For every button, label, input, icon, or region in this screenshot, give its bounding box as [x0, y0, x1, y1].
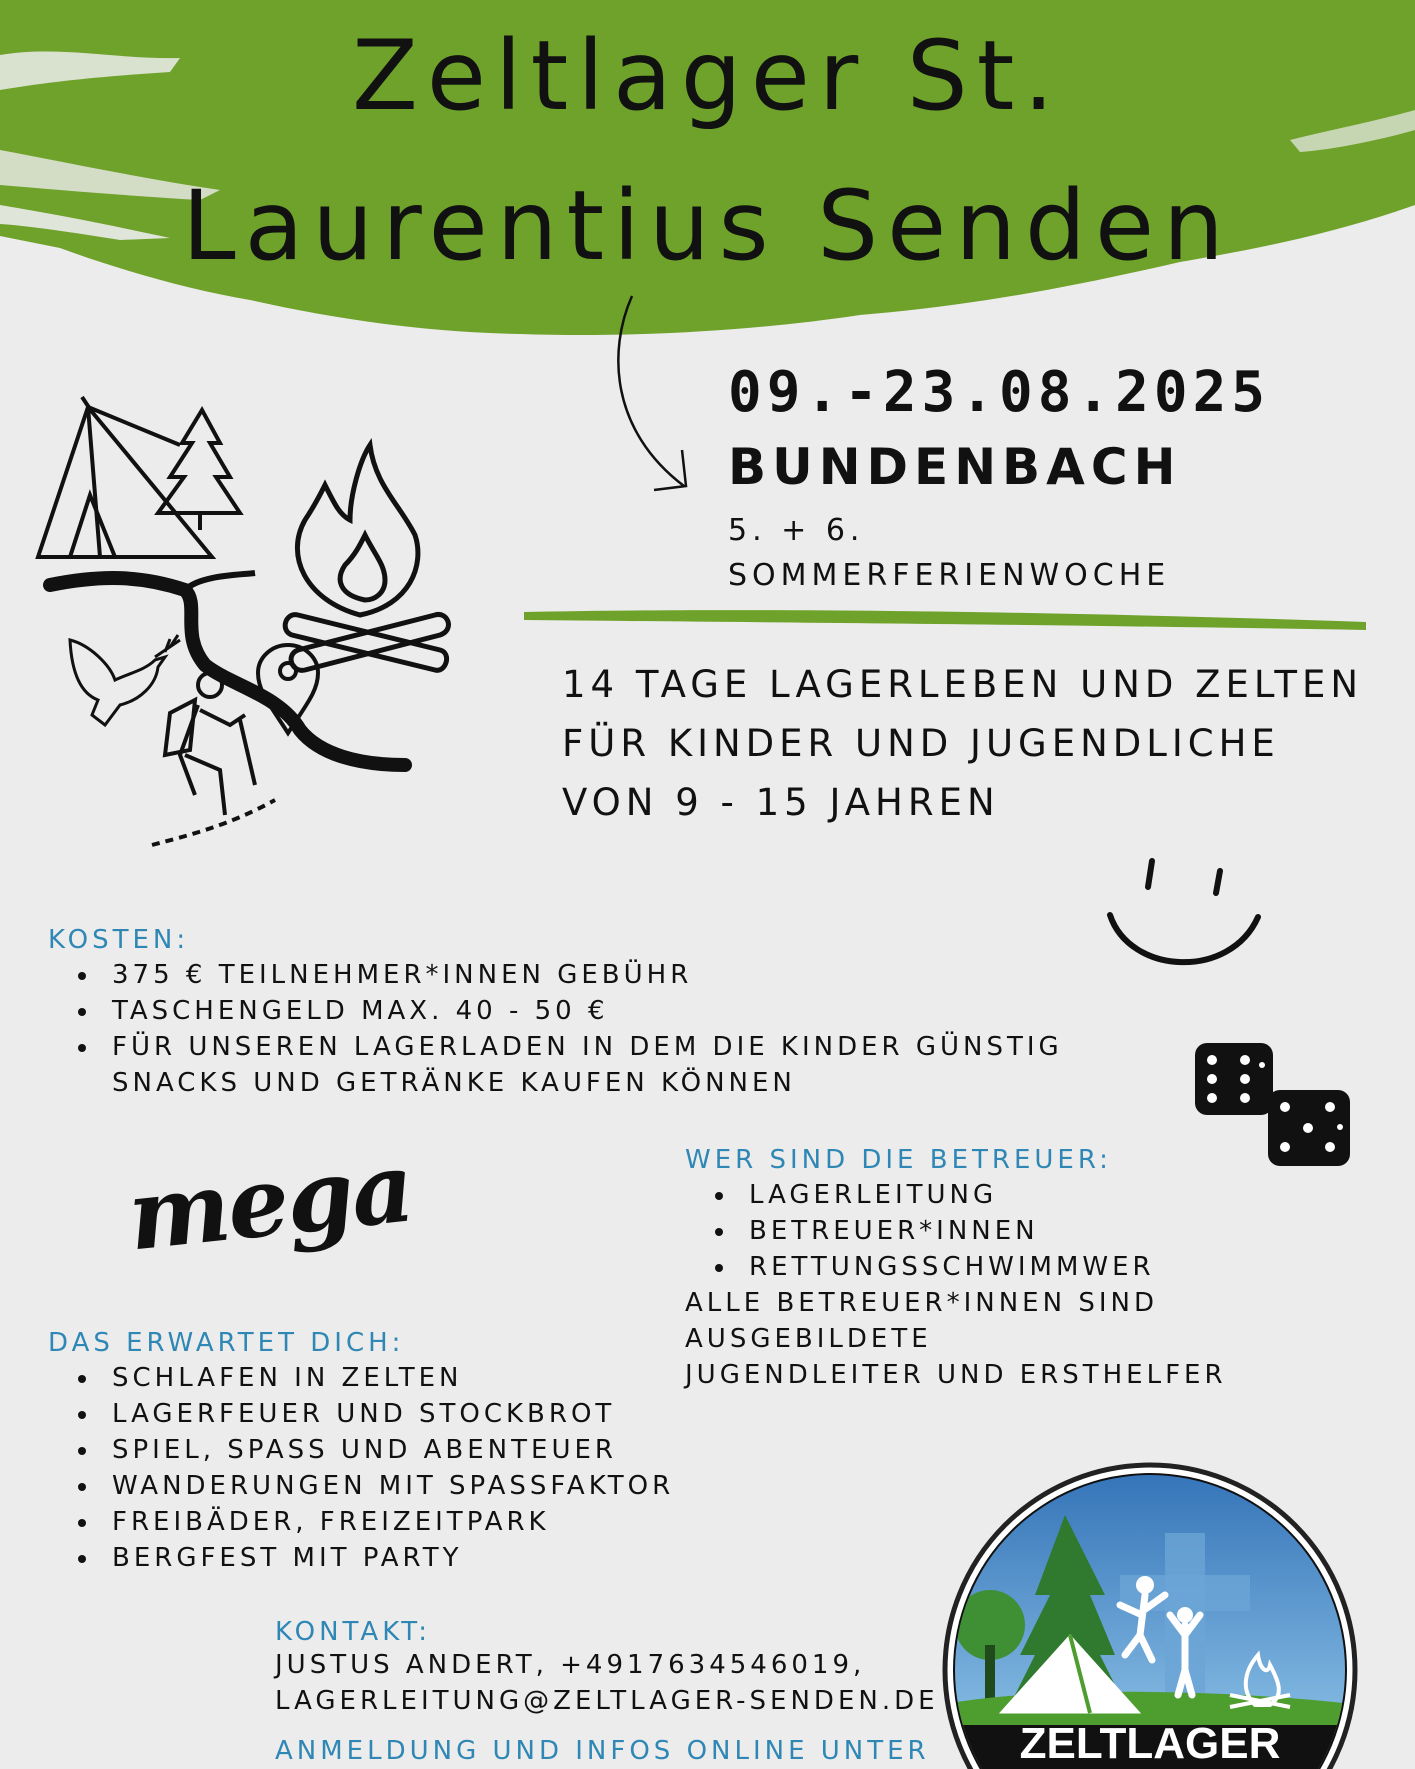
- title-line-2: Laurentius Senden: [182, 170, 1233, 282]
- expect-item: LAGERFEUER UND STOCKBROT: [48, 1396, 728, 1432]
- dove-icon: [70, 635, 180, 725]
- mega-lettering: mega: [122, 1130, 418, 1273]
- contact-heading: KONTAKT:: [275, 1617, 432, 1647]
- contact-signup-line: ANMELDUNG UND INFOS ONLINE UNTER: [275, 1736, 930, 1766]
- expect-section: [48, 1328, 728, 1576]
- costs-item: 375 € TEILNEHMER*INNEN GEBÜHR: [48, 957, 1048, 993]
- costs-heading: KOSTEN:: [48, 925, 190, 955]
- intro-line-2: FÜR KINDER UND JUGENDLICHE: [562, 722, 1280, 765]
- costs-section: [48, 925, 1063, 1101]
- smiley-icon: [1100, 855, 1270, 985]
- supervisors-item: BETREUER*INNEN: [685, 1213, 1405, 1249]
- title-line-1: Zeltlager St.: [352, 20, 1063, 132]
- costs-item: TASCHENGELD MAX. 40 - 50 €: [48, 993, 1048, 1029]
- green-divider: [520, 604, 1370, 634]
- supervisors-heading: WER SIND DIE BETREUER:: [685, 1145, 1112, 1175]
- supervisors-item: RETTUNGSSCHWIMMWER: [685, 1249, 1405, 1285]
- river-path: [50, 578, 405, 765]
- campfire-icon: [285, 445, 448, 670]
- curved-arrow-icon: [600, 290, 710, 510]
- contact-line-1: JUSTUS ANDERT, +4917634546019,: [275, 1650, 866, 1680]
- zeltlager-logo: [940, 1455, 1360, 1769]
- expect-item: FREIBÄDER, FREIZEITPARK: [48, 1504, 728, 1540]
- intro-text: [562, 655, 1363, 832]
- week-line-1: 5. + 6.: [728, 513, 865, 548]
- expect-item: SCHLAFEN IN ZELTEN: [48, 1360, 728, 1396]
- expect-item: WANDERUNGEN MIT SPASSFAKTOR: [48, 1468, 728, 1504]
- supervisors-section: [685, 1145, 1405, 1393]
- expect-item: SPIEL, SPASS UND ABENTEUER: [48, 1432, 728, 1468]
- pine-tree-icon: [158, 410, 240, 530]
- intro-line-3: VON 9 - 15 JAHREN: [562, 781, 1000, 824]
- logo-title: ZELTLAGER: [1019, 1719, 1281, 1768]
- supervisors-note-1: ALLE BETREUER*INNEN SIND AUSGEBILDETE: [685, 1288, 1158, 1354]
- supervisors-item: LAGERLEITUNG: [685, 1177, 1405, 1213]
- costs-item: FÜR UNSEREN LAGERLADEN IN DEM DIE KINDER GÜNSTIG SNACKS UND GETRÄNKE KAUFEN KÖNNEN: [48, 1029, 1112, 1101]
- event-date: 09.-23.08.2025: [728, 360, 1271, 425]
- event-location: BUNDENBACH: [728, 438, 1182, 496]
- supervisors-note-2: JUGENDLEITER UND ERSTHELFER: [685, 1360, 1227, 1390]
- expect-item: BERGFEST MIT PARTY: [48, 1540, 728, 1576]
- camping-illustration: [30, 395, 470, 875]
- contact-section: [275, 1617, 955, 1769]
- expect-heading: DAS ERWARTET DICH:: [48, 1328, 405, 1358]
- contact-email: LAGERLEITUNG@ZELTLAGER-SENDEN.DE: [275, 1686, 939, 1716]
- week-line-2: SOMMERFERIENWOCHE: [728, 558, 1171, 593]
- intro-line-1: 14 TAGE LAGERLEBEN UND ZELTEN: [562, 663, 1364, 706]
